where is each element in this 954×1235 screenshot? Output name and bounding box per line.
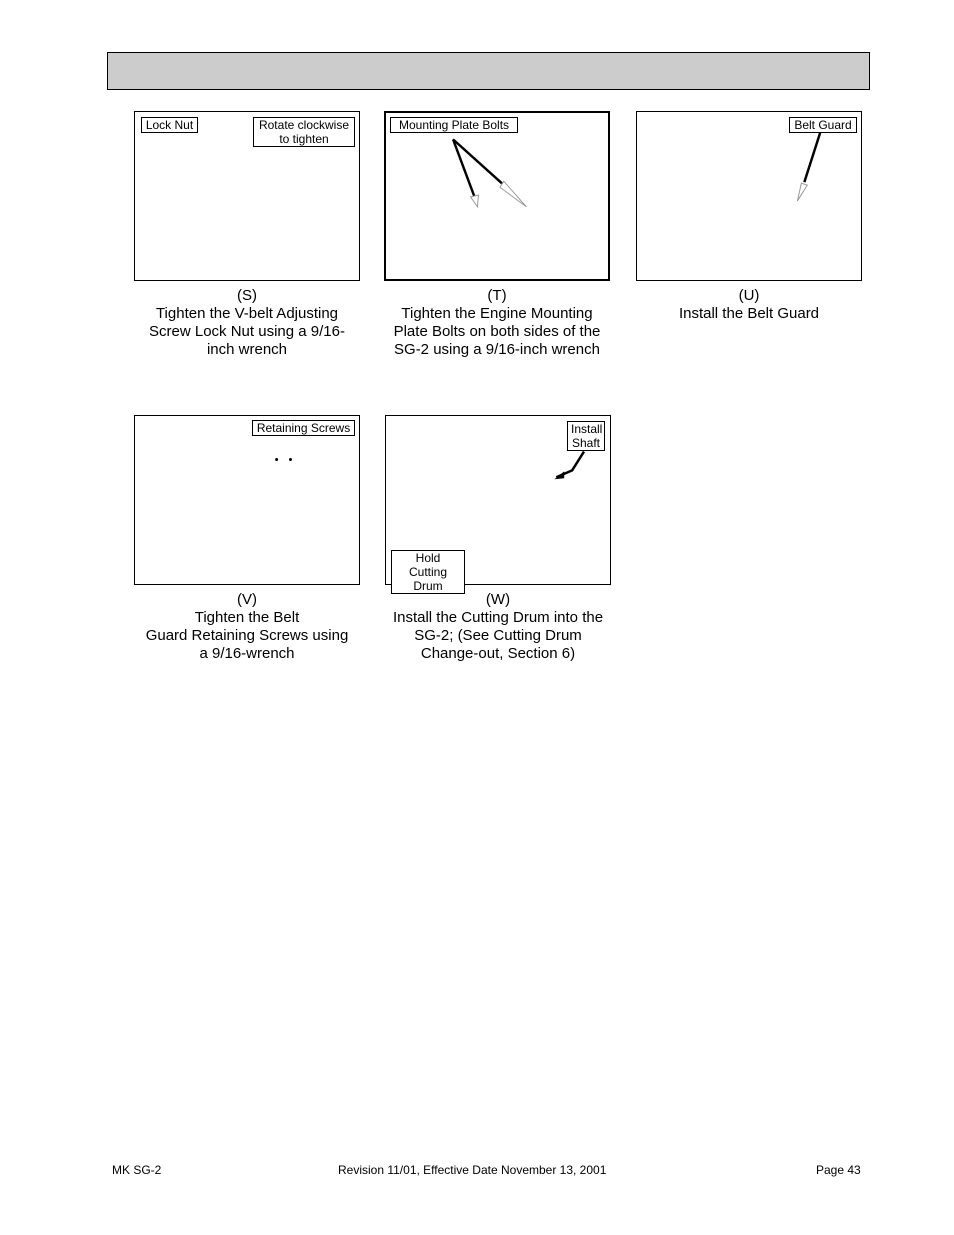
callout-lock-nut: Lock Nut	[141, 117, 198, 133]
caption-line: Change-out, Section 6)	[420, 645, 576, 662]
caption-line: Tighten the V-belt Adjusting	[155, 305, 339, 322]
arrow-head	[797, 183, 807, 201]
figure-v	[134, 415, 360, 585]
caption-id: (W)	[485, 591, 511, 608]
pointer-line	[804, 133, 820, 182]
arrow-head	[471, 195, 479, 207]
caption-line: Guard Retaining Screws using	[145, 627, 349, 644]
footer-document-id: MK SG-2	[112, 1163, 162, 1177]
caption-line: Screw Lock Nut using a 9/16-	[149, 323, 345, 340]
figure-t	[384, 111, 610, 281]
callout-rotate-clockwise: Rotate clockwise to tighten	[253, 117, 355, 147]
caption-t	[384, 287, 610, 359]
caption-line: Tighten the Engine Mounting	[401, 305, 593, 322]
footer-revision: Revision 11/01, Effective Date November 13, 2001	[338, 1163, 607, 1177]
caption-id: (U)	[738, 287, 760, 304]
caption-line: Install the Cutting Drum into the	[392, 609, 604, 626]
figure-u	[636, 111, 862, 281]
caption-line: Tighten the Belt	[194, 609, 300, 626]
caption-line: inch wrench	[206, 341, 288, 358]
footer-page-number: Page 43	[816, 1163, 861, 1177]
pointer-arrows	[386, 113, 608, 279]
caption-s	[134, 287, 360, 359]
figure-w	[385, 415, 611, 593]
caption-v	[134, 591, 360, 663]
callout-hold-cutting-drum: Hold Cutting Drum	[391, 550, 465, 594]
caption-line: a 9/16-wrench	[199, 645, 295, 662]
caption-line: Install the Belt Guard	[678, 305, 820, 322]
callout-mounting-plate-bolts: Mounting Plate Bolts	[390, 117, 518, 133]
caption-w	[385, 591, 611, 663]
caption-id: (T)	[487, 287, 507, 304]
pointer-line	[556, 452, 584, 478]
callout-belt-guard: Belt Guard	[789, 117, 857, 133]
caption-id: (V)	[237, 591, 257, 608]
caption-u	[636, 287, 862, 323]
pointer-arrows	[637, 112, 861, 280]
callout-install-shaft: Install Shaft	[567, 421, 605, 451]
pointer-arrows	[135, 416, 359, 584]
callout-retaining-screws: Retaining Screws	[252, 420, 355, 436]
caption-line: Plate Bolts on both sides of the	[393, 323, 601, 340]
arrow-head	[500, 181, 526, 206]
arrow-head	[554, 471, 564, 479]
caption-id: (S)	[237, 287, 257, 304]
figure-s	[134, 111, 360, 281]
caption-line: SG-2 using a 9/16-inch wrench	[394, 341, 600, 358]
caption-line: SG-2; (See Cutting Drum	[414, 627, 582, 644]
screw-marker	[275, 458, 278, 461]
screw-marker	[289, 458, 292, 461]
section-header-bar	[107, 52, 870, 90]
